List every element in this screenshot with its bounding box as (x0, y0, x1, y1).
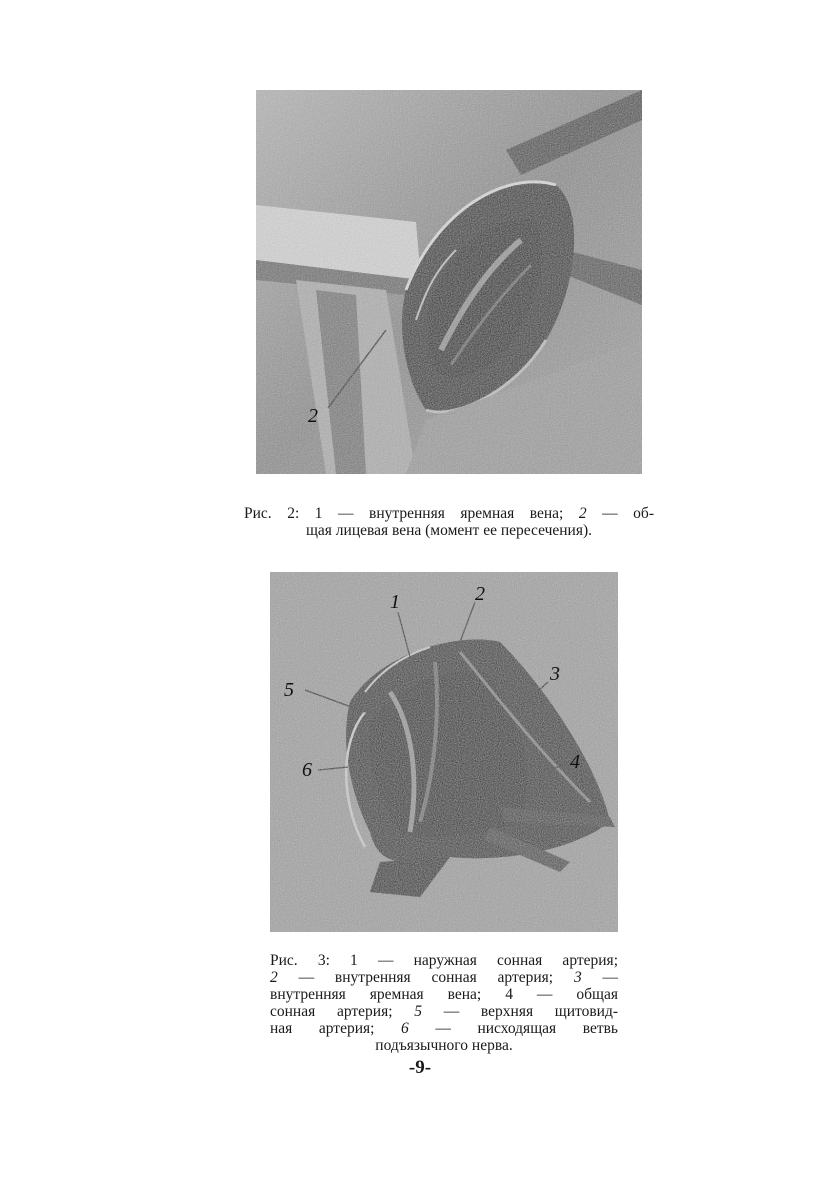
figure-2-photo (256, 90, 642, 474)
figure-3-label-3: 3 (550, 663, 560, 685)
figure-2-label: 2 (308, 405, 318, 427)
figure-3-label-2: 2 (475, 583, 485, 605)
figure-3-caption (270, 952, 618, 1054)
figure-3-label-4: 4 (570, 751, 580, 773)
figure-2-caption (244, 505, 654, 539)
figure-3-drawing (270, 572, 618, 932)
caption-line: Рис. 3: 1 — наружная сонная артерия; (270, 952, 618, 969)
caption-line: щая лицевая вена (момент ее пересечения). (305, 522, 593, 539)
figure-3-label-1: 1 (390, 591, 400, 613)
caption-line: подъязычного нерва. (375, 1037, 513, 1054)
caption-line: 2 — внутренняя сонная артерия; 3 — (270, 969, 619, 986)
figure-3-label-6: 6 (302, 759, 312, 781)
caption-line: внутренняя яремная вена; 4 — общая (270, 986, 618, 1003)
caption-line: сонная артерия; 5 — верхняя щитовид- (270, 1003, 619, 1020)
caption-line: Рис. 2: 1 — внутренняя яремная вена; 2 — об- (244, 505, 654, 522)
figure-3-label-5: 5 (284, 679, 294, 701)
figure-2-drawing (256, 90, 642, 474)
page-number: -9- (408, 1057, 432, 1078)
caption-line: ная артерия; 6 — нисходящая ветвь (270, 1020, 618, 1037)
figure-3-photo (270, 572, 618, 932)
